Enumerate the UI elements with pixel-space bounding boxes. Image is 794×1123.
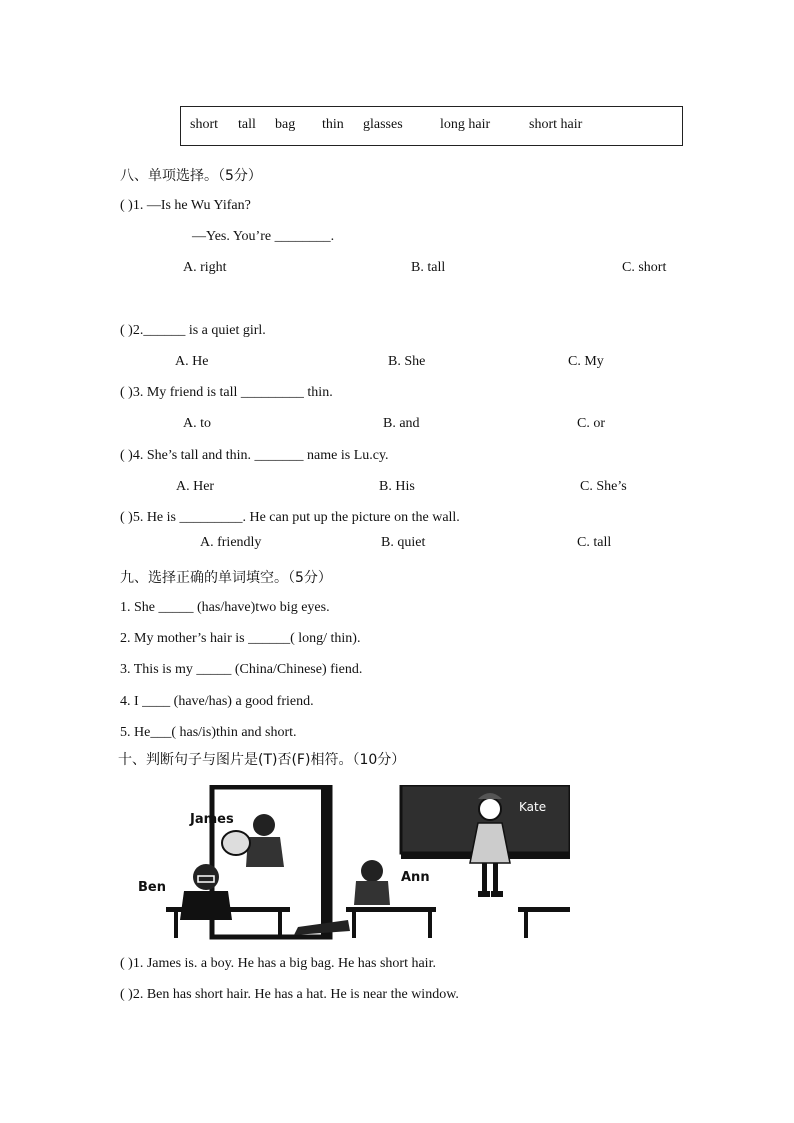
question-4-option-a: A. Her [176,479,215,494]
word-bank-item: glasses [363,117,403,132]
question-3: ( )3. My friend is tall _________ thin. [120,385,333,400]
question-1-option-c: C. short [622,260,667,275]
question-4: ( )4. She’s tall and thin. _______ name is Lu.cy. [120,448,389,463]
word-bank-item: bag [275,117,296,132]
word-bank-item: short hair [529,117,583,132]
judge-item-2: ( )2. Ben has short hair. He has a hat. He is near the window. [120,987,459,1002]
fill-item-4: 4. I ____ (have/has) a good friend. [120,694,314,709]
question-4-option-b: B. His [379,479,415,494]
question-5-option-c: C. tall [577,535,612,550]
word-bank-item: tall [238,117,256,132]
judge-item-1: ( )1. James is. a boy. He has a big bag. He has short hair. [120,956,436,971]
fill-item-5: 5. He___( has/is)thin and short. [120,725,297,740]
question-3-option-a: A. to [183,416,211,431]
question-1: ( )1. —Is he Wu Yifan? [120,198,251,213]
question-2: ( )2.______ is a quiet girl. [120,323,266,338]
label-ben: Ben [138,880,166,895]
question-5: ( )5. He is _________. He can put up the picture on the wall. [120,510,460,525]
fill-item-1: 1. She _____ (has/have)two big eyes. [120,600,330,615]
label-james: James [190,812,234,827]
question-2-option-a: A. He [175,354,209,369]
question-1-option-a: A. right [183,260,227,275]
question-2-option-b: B. She [388,354,426,369]
section-10-title: 十、判断句子与图片是(T)否(F)相符。（10分） [118,752,406,768]
word-bank-box [180,106,683,146]
section-9-title: 九、选择正确的单词填空。（5分） [120,570,332,586]
question-1-answer-line: —Yes. You’re ________. [192,229,335,244]
word-bank-item: thin [322,117,344,132]
question-4-option-c: C. She’s [580,479,627,494]
question-1-option-b: B. tall [411,260,446,275]
classroom-illustration [118,785,570,940]
question-5-option-a: A. friendly [200,535,262,550]
question-5-option-b: B. quiet [381,535,426,550]
question-2-option-c: C. My [568,354,604,369]
section-8-title: 八、单项选择。（5分） [120,168,262,184]
question-3-option-b: B. and [383,416,420,431]
question-3-option-c: C. or [577,416,605,431]
word-bank-item: short [190,117,218,132]
word-bank-item: long hair [440,117,491,132]
fill-item-3: 3. This is my _____ (China/Chinese) fiend. [120,662,363,677]
fill-item-2: 2. My mother’s hair is ______( long/ thin). [120,631,361,646]
label-ann: Ann [401,870,430,885]
label-kate: Kate [519,800,547,814]
